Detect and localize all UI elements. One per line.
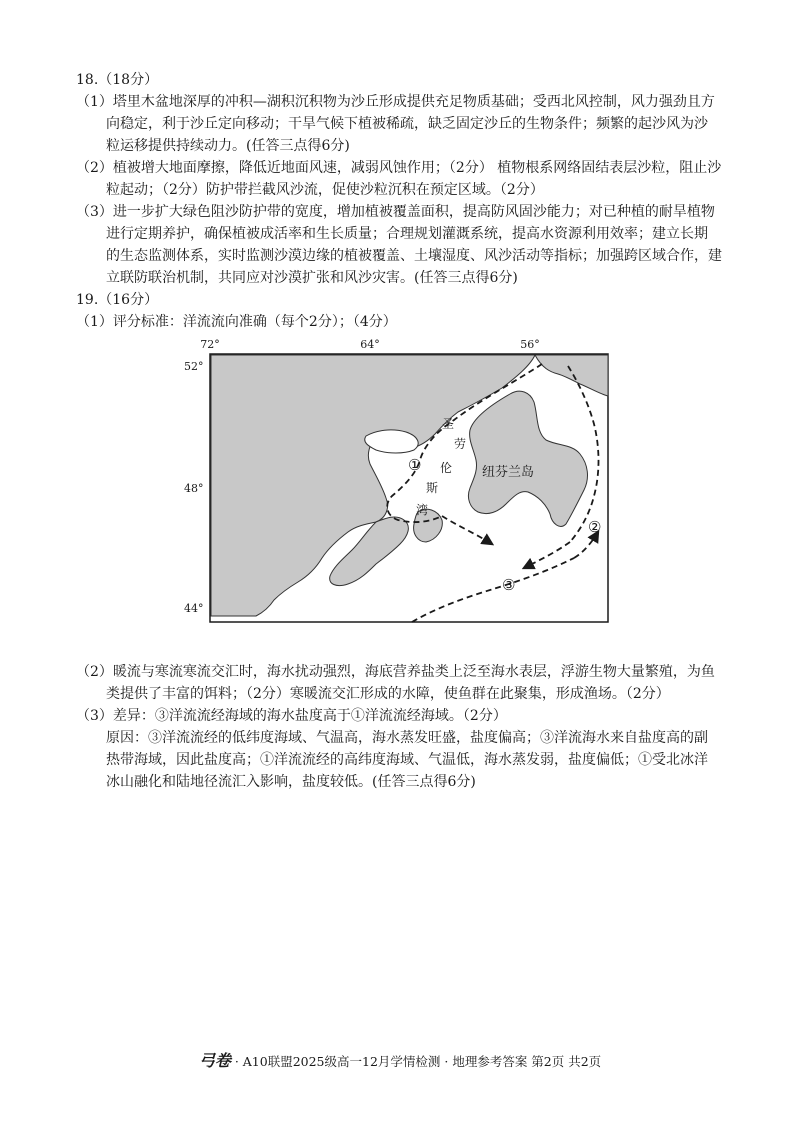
lon-label-64: 64° (360, 338, 380, 351)
page-footer (0, 1052, 800, 1071)
brand-logo: 弓卷 (198, 1051, 231, 1070)
ocean-current-map (180, 336, 610, 636)
q19-p1-line1: （1）评分标准：洋流流向准确（每个2分）；（4分） (76, 314, 397, 330)
q19-title: 19.（16分） (76, 292, 159, 308)
strait-char-2: 劳 (454, 437, 467, 451)
q19-p3-line4: 冰山融化和陆地径流汇入影响，盐度较低。(任答三点得6分) (106, 774, 476, 790)
marker-2: ② (588, 518, 602, 536)
q18-p1-line2: 向稳定，利于沙丘定向移动；干旱气候下植被稀疏，缺乏固定沙丘的生物条件；频繁的起沙风为沙 (106, 116, 708, 132)
lat-label-48: 48° (184, 482, 204, 495)
q18-p3-line1: （3）进一步扩大绿色阻沙防护带的宽度，增加植被覆盖面积，提高防风固沙能力；对已种植的耐旱植物 (76, 204, 715, 220)
marker-3: ③ (502, 576, 516, 594)
q18-p3-line2: 进行定期养护，确保植被成活率和生长质量；合理规划灌溉系统，提高水资源利用效率；建立长期 (106, 226, 708, 242)
lon-label-72: 72° (200, 338, 220, 351)
q19-p2-line2: 类提供了丰富的饵料；（2分）寒暖流交汇形成的水障，使鱼群在此聚集，形成渔场。（2分） (106, 686, 670, 702)
q18-p1-line3: 粒运移提供持续动力。(任答三点得6分) (106, 138, 350, 154)
lat-label-44: 44° (184, 602, 204, 615)
newfoundland-label: 纽芬兰岛 (482, 465, 535, 480)
lon-label-56: 56° (520, 338, 540, 351)
q18-p1-line1: （1）塔里木盆地深厚的冲积—湖积沉积物为沙丘形成提供充足物质基础；受西北风控制，风力强劲且方 (76, 94, 715, 110)
q18-p3-line3: 的生态监测体系，实时监测沙漠边缘的植被覆盖、土壤湿度、风沙活动等指标；加强跨区域合作，建 (106, 248, 722, 264)
q19-p3-line2: 原因：③洋流流经的低纬度海域、气温高，海水蒸发旺盛，盐度偏高；③洋流海水来自盐度高的副 (106, 730, 708, 746)
q19-p2-line1: （2）暖流与寒流寒流交汇时，海水扰动强烈，海底营养盐类上泛至海水表层，浮游生物大量繁殖，为鱼 (76, 664, 715, 680)
q18-p2-line1: （2）植被增大地面摩擦，降低近地面风速，减弱风蚀作用；（2分） 植物根系网络固结表层沙粒，阻止沙 (76, 160, 722, 176)
q19-p3-line1: （3）差异：③洋流流经海域的海水盐度高于①洋流流经海域。（2分） (76, 708, 507, 724)
footer-text: · A10联盟2025级高一12月学情检测 · 地理参考答案 第2页 共2页 (234, 1054, 602, 1069)
strait-char-3: 伦 (440, 461, 453, 475)
marker-1: ① (408, 456, 422, 474)
q18-p3-line4: 立联防联治机制，共同应对沙漠扩张和风沙灾害。(任答三点得6分) (106, 270, 518, 286)
q18-p2-line2: 粒起动；（2分）防护带拦截风沙流，促使沙粒沉积在预定区域。（2分） (106, 182, 544, 198)
strait-char-5: 湾 (416, 503, 429, 517)
q19-p3-line3: 热带海域，因此盐度高；①洋流流经的高纬度海域、气温低，海水蒸发弱，盐度偏低；①受北冰洋 (106, 752, 708, 768)
strait-char-1: 圣 (442, 417, 455, 431)
lat-label-52: 52° (184, 360, 204, 373)
strait-char-4: 斯 (426, 481, 439, 495)
q18-title: 18.（18分） (76, 72, 159, 88)
